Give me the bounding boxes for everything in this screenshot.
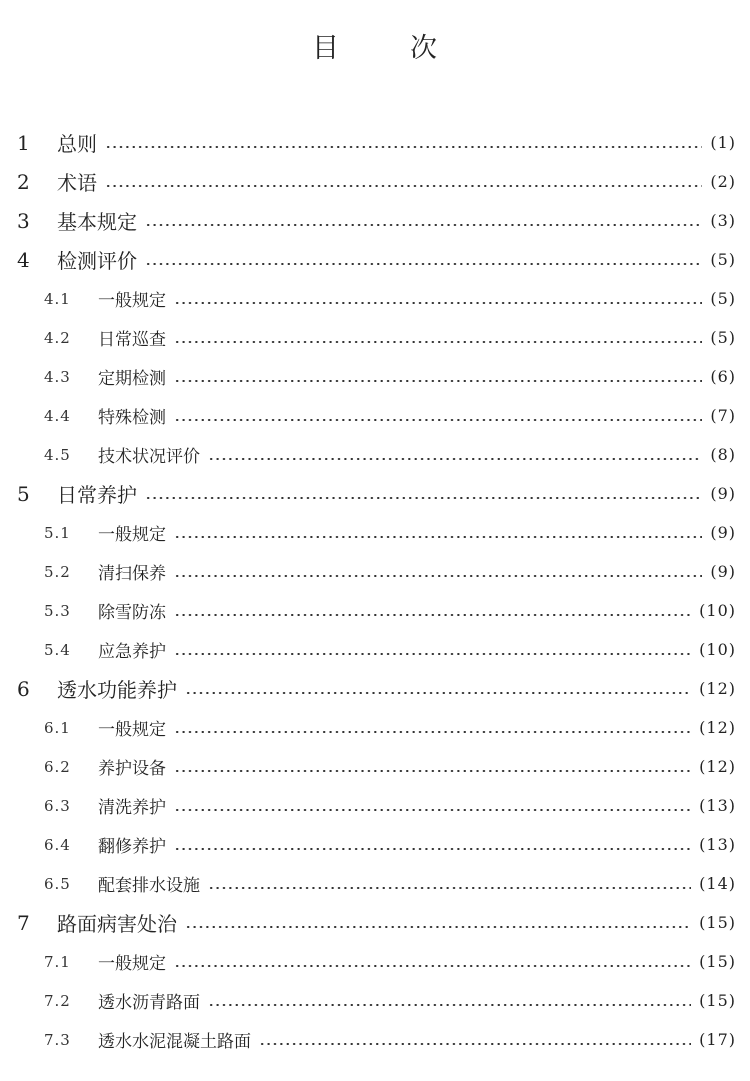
toc-section-entry[interactable] <box>0 279 750 318</box>
toc-entry-number: 6.4 <box>44 835 71 854</box>
toc-entry-page-number: (10) <box>699 640 736 659</box>
toc-section-entry[interactable] <box>0 1020 750 1059</box>
toc-entry-title: 除雪防冻 <box>98 603 166 623</box>
dot-leader <box>174 419 702 421</box>
toc-entry-title: 透水水泥混凝土路面 <box>98 1032 251 1052</box>
toc-entry-page-number: (9) <box>710 562 736 581</box>
toc-entry-title: 日常巡查 <box>98 330 166 350</box>
toc-entry-page-number: (13) <box>699 835 736 854</box>
toc-entry-number: 4.2 <box>44 328 71 347</box>
toc-entry-page-number: (14) <box>699 874 736 893</box>
toc-entry-title: 一般规定 <box>98 525 166 545</box>
toc-entry-number: 6 <box>17 676 31 701</box>
toc-chapter-entry[interactable] <box>0 123 750 162</box>
dot-leader <box>174 380 702 382</box>
toc-entry-page-number: (17) <box>699 1030 736 1049</box>
dot-leader <box>145 263 702 265</box>
toc-entry-number: 5.3 <box>44 601 71 620</box>
toc-entry-title: 技术状况评价 <box>98 447 200 467</box>
toc-section-entry[interactable] <box>0 435 750 474</box>
dot-leader <box>185 926 691 928</box>
toc-entry-page-number: (8) <box>710 445 736 464</box>
toc-section-entry[interactable] <box>0 630 750 669</box>
toc-section-entry[interactable] <box>0 864 750 903</box>
toc-entry-number: 4.4 <box>44 406 71 425</box>
toc-entry-page-number: (5) <box>710 250 736 269</box>
toc-section-entry[interactable] <box>0 357 750 396</box>
toc-entry-title: 总则 <box>57 132 97 156</box>
dot-leader <box>174 341 702 343</box>
toc-section-entry[interactable] <box>0 825 750 864</box>
toc-section-entry[interactable] <box>0 747 750 786</box>
toc-chapter-entry[interactable] <box>0 240 750 279</box>
toc-entry-title: 基本规定 <box>57 210 137 234</box>
toc-entry-title: 一般规定 <box>98 291 166 311</box>
toc-entry-number: 6.2 <box>44 757 71 776</box>
dot-leader <box>174 302 702 304</box>
toc-chapter-entry[interactable] <box>0 669 750 708</box>
toc-chapter-entry[interactable] <box>0 474 750 513</box>
toc-entry-page-number: (7) <box>710 406 736 425</box>
toc-entry-page-number: (13) <box>699 796 736 815</box>
title-char-second: 次 <box>410 33 437 64</box>
toc-entry-number: 5 <box>17 481 31 506</box>
toc-entry-page-number: (9) <box>710 523 736 542</box>
dot-leader <box>174 614 691 616</box>
toc-entry-number: 4.1 <box>44 289 71 308</box>
toc-entry-page-number: (5) <box>710 289 736 308</box>
toc-entry-number: 1 <box>17 130 31 155</box>
toc-chapter-entry[interactable] <box>0 903 750 942</box>
toc-section-entry[interactable] <box>0 708 750 747</box>
toc-entry-number: 7.1 <box>44 952 71 971</box>
toc-entry-page-number: (15) <box>699 913 736 932</box>
toc-entry-title: 定期检测 <box>98 369 166 389</box>
dot-leader <box>208 887 691 889</box>
toc-section-entry[interactable] <box>0 942 750 981</box>
toc-entry-number: 5.2 <box>44 562 71 581</box>
toc-entry-title: 清洗养护 <box>98 798 166 818</box>
dot-leader <box>174 770 691 772</box>
toc-section-entry[interactable] <box>0 981 750 1020</box>
toc-entry-page-number: (12) <box>699 757 736 776</box>
toc-entry-page-number: (10) <box>699 601 736 620</box>
toc-entry-title: 一般规定 <box>98 720 166 740</box>
dot-leader <box>145 497 702 499</box>
dot-leader <box>174 965 691 967</box>
toc-entry-number: 6.5 <box>44 874 71 893</box>
dot-leader <box>208 1004 691 1006</box>
toc-entry-number: 4.5 <box>44 445 71 464</box>
toc-entry-title: 配套排水设施 <box>98 876 200 896</box>
toc-entry-title: 一般规定 <box>98 954 166 974</box>
toc-entry-title: 路面病害处治 <box>57 912 177 936</box>
toc-section-entry[interactable] <box>0 786 750 825</box>
toc-entry-page-number: (9) <box>710 484 736 503</box>
toc-entry-page-number: (12) <box>699 679 736 698</box>
toc-entry-number: 7 <box>17 910 31 935</box>
toc-entry-page-number: (5) <box>710 328 736 347</box>
toc-entry-title: 日常养护 <box>57 483 137 507</box>
toc-entry-page-number: (15) <box>699 952 736 971</box>
dot-leader <box>105 185 702 187</box>
toc-entry-title: 养护设备 <box>98 759 166 779</box>
toc-entry-number: 4.3 <box>44 367 71 386</box>
dot-leader <box>105 146 702 148</box>
toc-entry-page-number: (2) <box>710 172 736 191</box>
dot-leader <box>174 848 691 850</box>
toc-entry-title: 清扫保养 <box>98 564 166 584</box>
toc-entry-number: 5.4 <box>44 640 71 659</box>
toc-entry-title: 术语 <box>57 171 97 195</box>
toc-section-entry[interactable] <box>0 552 750 591</box>
dot-leader <box>174 536 702 538</box>
dot-leader <box>174 575 702 577</box>
toc-section-entry[interactable] <box>0 396 750 435</box>
dot-leader <box>174 731 691 733</box>
toc-entry-number: 4 <box>17 247 31 272</box>
dot-leader <box>145 224 702 226</box>
toc-entry-title: 检测评价 <box>57 249 137 273</box>
toc-entry-number: 7.2 <box>44 991 71 1010</box>
toc-entry-page-number: (12) <box>699 718 736 737</box>
dot-leader <box>185 692 691 694</box>
toc-chapter-entry[interactable] <box>0 162 750 201</box>
toc-entry-page-number: (1) <box>710 133 736 152</box>
toc-entry-title: 透水功能养护 <box>57 678 177 702</box>
toc-entry-title: 透水沥青路面 <box>98 993 200 1013</box>
toc-entry-number: 7.3 <box>44 1030 71 1049</box>
title-char-first: 目 <box>312 33 339 64</box>
toc-section-entry[interactable] <box>0 318 750 357</box>
dot-leader <box>208 458 702 460</box>
toc-section-entry[interactable] <box>0 513 750 552</box>
dot-leader <box>174 653 691 655</box>
toc-entry-number: 5.1 <box>44 523 71 542</box>
toc-entry-number: 3 <box>17 208 31 233</box>
dot-leader <box>259 1043 691 1045</box>
toc-entry-number: 6.3 <box>44 796 71 815</box>
toc-entry-page-number: (3) <box>710 211 736 230</box>
toc-entry-page-number: (15) <box>699 991 736 1010</box>
toc-entry-number: 6.1 <box>44 718 71 737</box>
toc-chapter-entry[interactable] <box>0 201 750 240</box>
toc-entry-title: 应急养护 <box>98 642 166 662</box>
toc-entry-title: 翻修养护 <box>98 837 166 857</box>
toc-section-entry[interactable] <box>0 591 750 630</box>
toc-entry-page-number: (6) <box>710 367 736 386</box>
toc-entry-title: 特殊检测 <box>98 408 166 428</box>
dot-leader <box>174 809 691 811</box>
toc-entry-number: 2 <box>17 169 31 194</box>
